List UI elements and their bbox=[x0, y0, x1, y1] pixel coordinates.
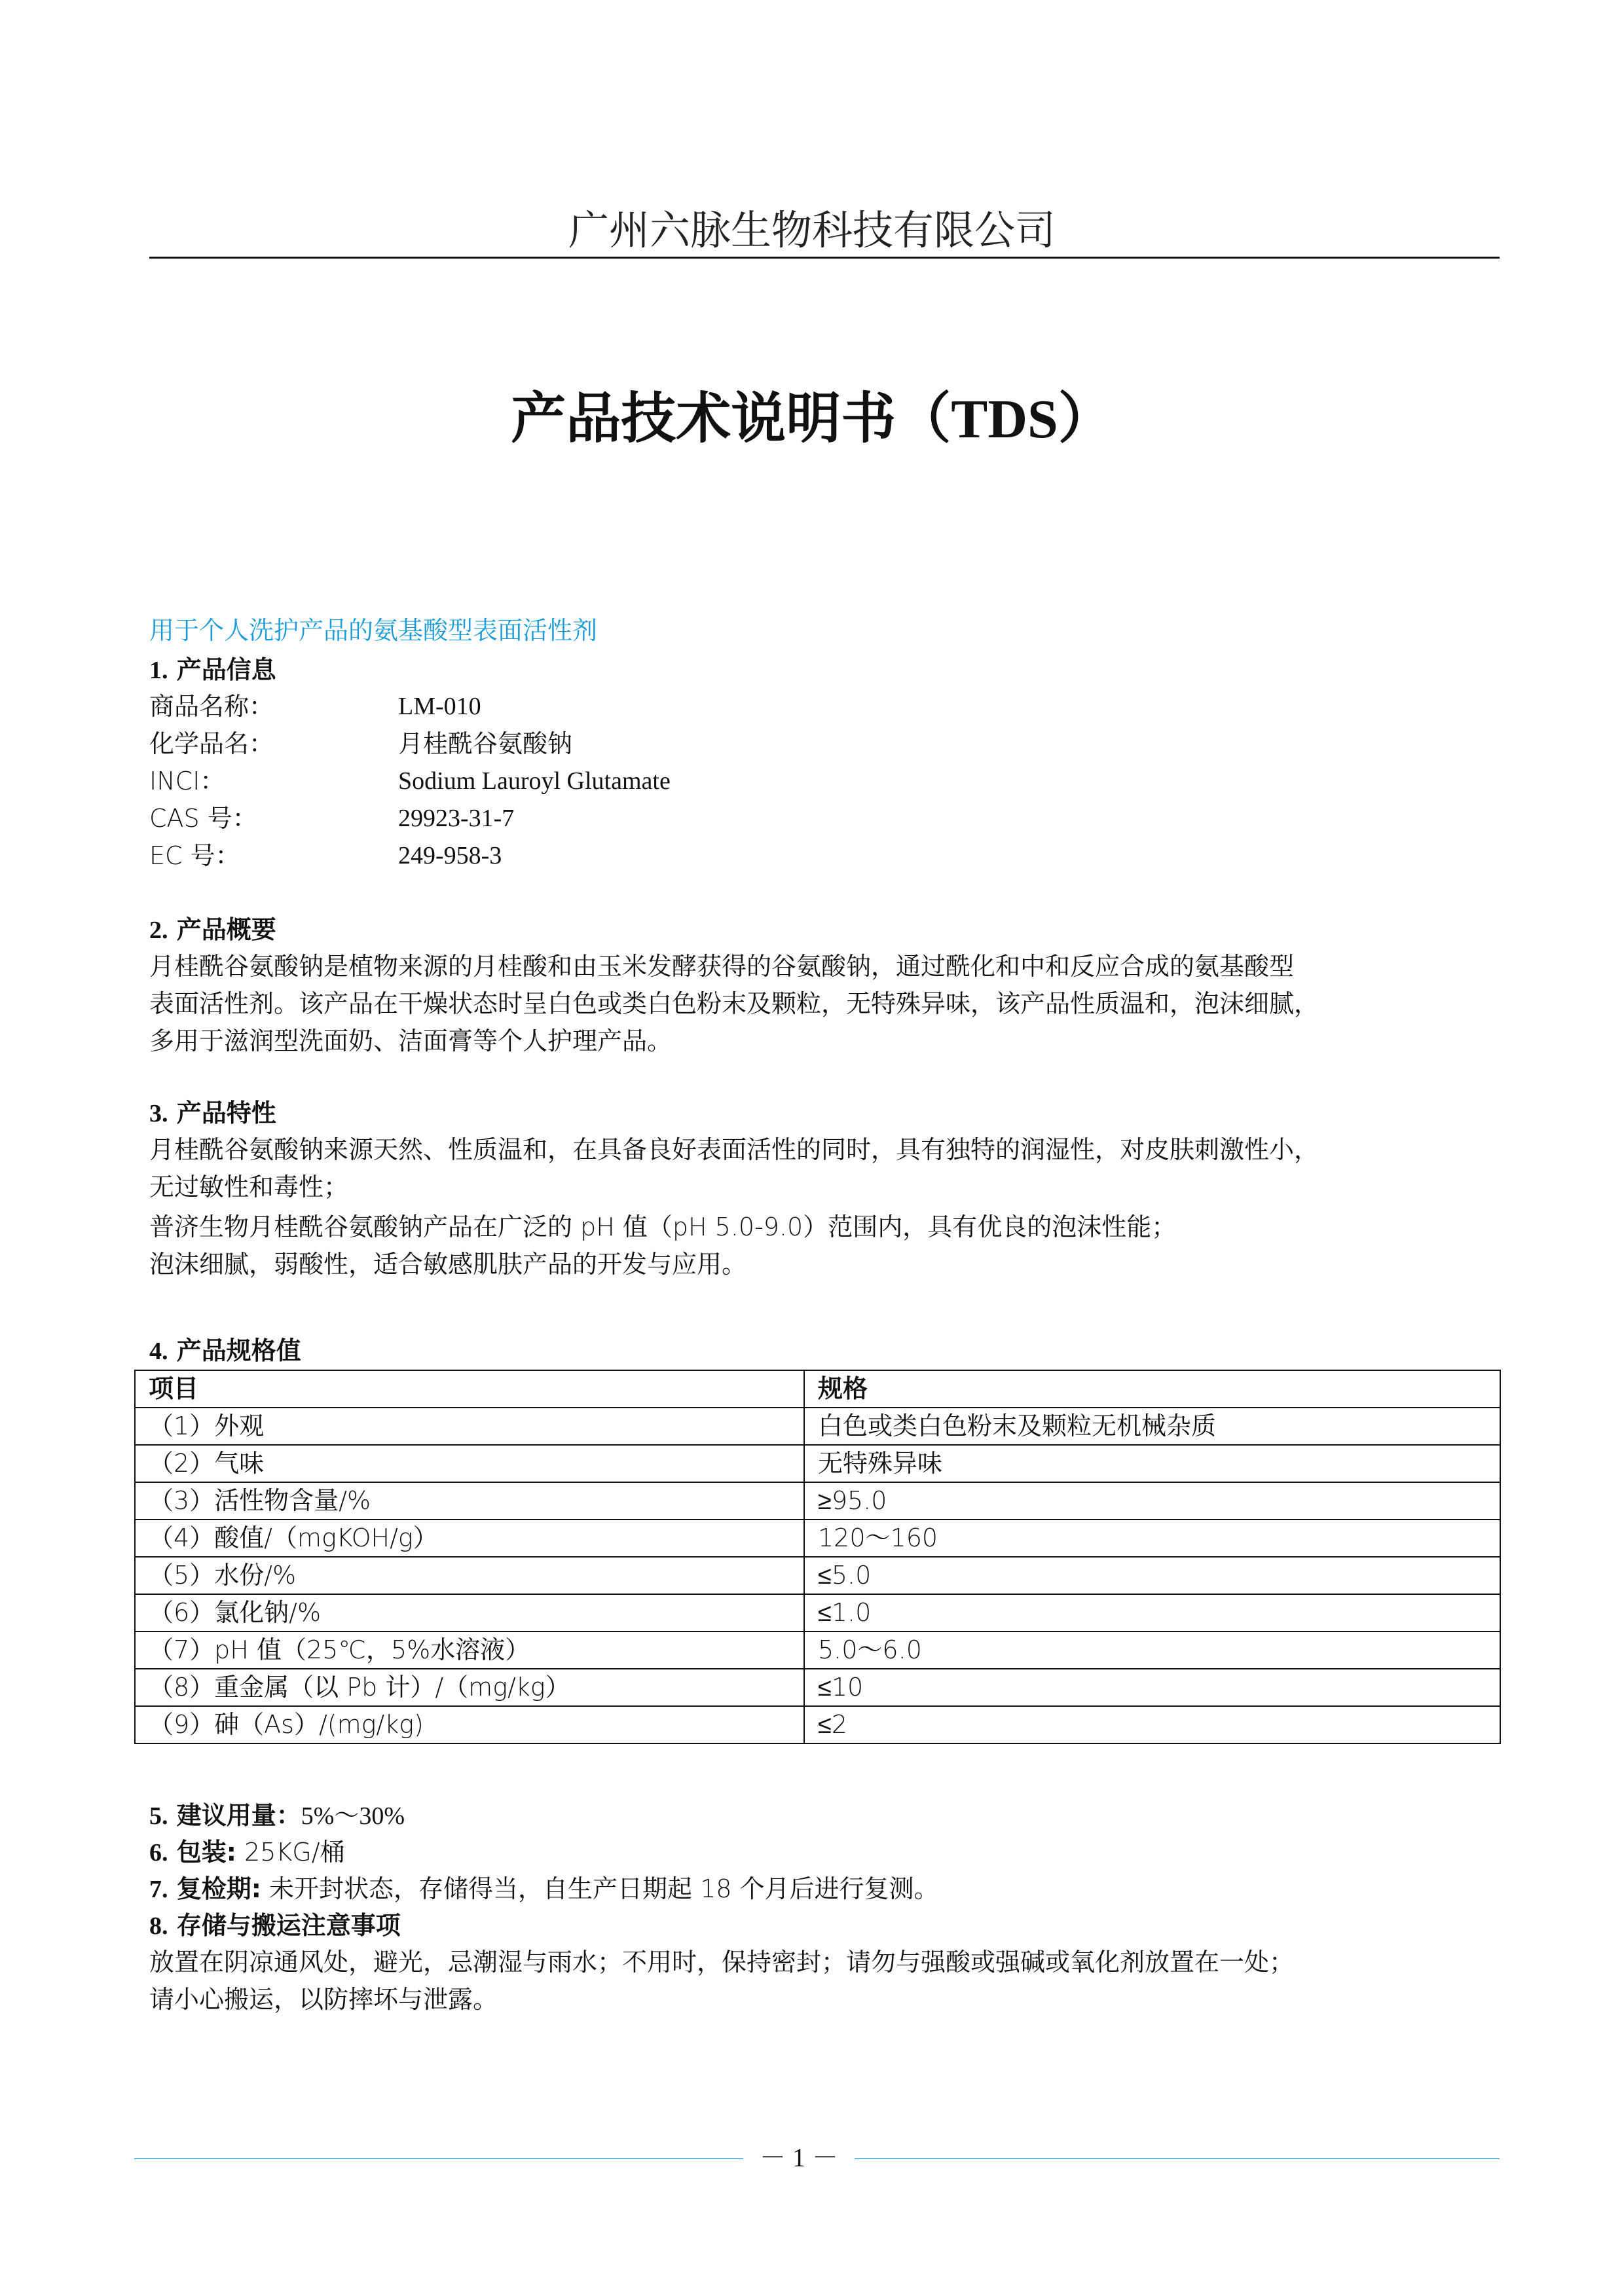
dosage-value: 5%～30% bbox=[301, 1802, 405, 1830]
title-tds: TDS bbox=[951, 389, 1058, 450]
table-header-row bbox=[135, 1370, 1500, 1408]
section-number: 4. bbox=[149, 1338, 168, 1365]
paragraph-line: 请小心搬运，以防摔坏与泄露。 bbox=[149, 1985, 498, 2014]
table-cell-item: （9）砷（As）/(mg/kg) bbox=[135, 1706, 804, 1743]
section-number: 1. bbox=[149, 657, 168, 684]
info-value: 249-958-3 bbox=[398, 842, 502, 869]
table-cell-item: （1）外观 bbox=[135, 1408, 804, 1445]
info-key: CAS 号： bbox=[149, 804, 257, 833]
info-row-trade-name bbox=[149, 688, 1500, 725]
info-value: Sodium Lauroyl Glutamate bbox=[398, 767, 671, 795]
section-number: 5. bbox=[149, 1802, 168, 1830]
table-cell-spec: ≤10 bbox=[804, 1669, 1500, 1706]
section-number: 2. bbox=[149, 917, 168, 944]
table-row bbox=[135, 1594, 1500, 1631]
section-heading bbox=[149, 1095, 1500, 1131]
info-row-cas bbox=[149, 800, 1500, 837]
paragraph-line: 普济生物月桂酰谷氨酸钠产品在广泛的 pH 值（pH 5.0-9.0）范围内，具有优良的泡沫性能； bbox=[149, 1212, 1177, 1241]
table-cell-spec: 120～160 bbox=[804, 1520, 1500, 1557]
table-cell-item: （3）活性物含量/% bbox=[135, 1482, 804, 1520]
header-rule bbox=[149, 257, 1500, 259]
table-cell-item: （8）重金属（以 Pb 计）/（mg/kg） bbox=[135, 1669, 804, 1706]
footer-rule-left bbox=[134, 2158, 743, 2159]
table-row bbox=[135, 1706, 1500, 1743]
footer-rule-right bbox=[855, 2158, 1500, 2159]
info-key: 商品名称： bbox=[149, 692, 274, 721]
section-dosage bbox=[149, 1797, 1500, 1834]
section-packaging bbox=[149, 1834, 1500, 1870]
page-number: － 1 － bbox=[760, 2143, 838, 2172]
section-heading bbox=[149, 651, 1500, 688]
section-title: 存储与搬运注意事项 bbox=[176, 1911, 401, 1940]
table-cell-spec: 无特殊异味 bbox=[804, 1445, 1500, 1482]
table-header-item: 项目 bbox=[135, 1370, 804, 1408]
table-row bbox=[135, 1482, 1500, 1520]
table-header-spec: 规格 bbox=[804, 1370, 1500, 1408]
paragraph-line: 多用于滋润型洗面奶、洁面膏等个人护理产品。 bbox=[149, 1027, 673, 1055]
table-cell-item: （6）氯化钠/% bbox=[135, 1594, 804, 1631]
table-row bbox=[135, 1445, 1500, 1482]
info-key: 化学品名： bbox=[149, 729, 274, 758]
table-cell-item: （2）气味 bbox=[135, 1445, 804, 1482]
table-row bbox=[135, 1520, 1500, 1557]
document-subtitle: 用于个人洗护产品的氨基酸型表面活性剂 bbox=[149, 616, 598, 645]
info-value: LM-010 bbox=[398, 693, 481, 720]
paragraph-line: 无过敏性和毒性； bbox=[149, 1173, 349, 1201]
section-title: 建议用量： bbox=[176, 1801, 301, 1830]
table-cell-spec: ≥95.0 bbox=[804, 1482, 1500, 1520]
table-row bbox=[135, 1408, 1500, 1445]
table-row bbox=[135, 1631, 1500, 1669]
section-product-info bbox=[149, 651, 1500, 875]
company-name: 广州六脉生物科技有限公司 bbox=[568, 206, 1056, 254]
section-product-overview bbox=[149, 911, 1500, 1060]
table-cell-spec: 5.0～6.0 bbox=[804, 1631, 1500, 1669]
title-close: ） bbox=[1058, 386, 1113, 450]
table-row bbox=[135, 1557, 1500, 1594]
info-key: EC 号： bbox=[149, 841, 240, 870]
paragraph-line: 放置在阴凉通风处，避光，忌潮湿与雨水；不用时，保持密封；请勿与强酸或强碱或氧化剂放置在一处； bbox=[149, 1948, 1295, 1977]
info-row-chemical-name bbox=[149, 725, 1500, 763]
paragraph-line: 表面活性剂。该产品在干燥状态时呈白色或类白色粉末及颗粒，无特殊异味，该产品性质温和，泡沫细腻， bbox=[149, 989, 1320, 1018]
info-row-inci bbox=[149, 763, 1500, 800]
retest-value: 未开封状态，存储得当，自生产日期起 18 个月后进行复测。 bbox=[261, 1874, 939, 1903]
section-number: 6. bbox=[149, 1839, 168, 1867]
section-heading bbox=[149, 1332, 1500, 1369]
section-storage-heading bbox=[149, 1907, 1500, 1944]
section-closing bbox=[149, 1797, 1500, 2018]
info-value: 29923-31-7 bbox=[398, 805, 515, 832]
paragraph-line: 月桂酰谷氨酸钠来源天然、性质温和，在具备良好表面活性的同时，具有独特的润湿性，对皮肤刺激性小， bbox=[149, 1135, 1320, 1164]
table-cell-spec: ≤1.0 bbox=[804, 1594, 1500, 1631]
section-specifications bbox=[149, 1332, 1500, 1369]
paragraph-line: 泡沫细腻，弱酸性，适合敏感肌肤产品的开发与应用。 bbox=[149, 1250, 747, 1279]
info-value: 月桂酰谷氨酸钠 bbox=[398, 729, 573, 758]
title-main: 产品技术说明书（ bbox=[511, 386, 951, 450]
section-retest bbox=[149, 1870, 1500, 1907]
table-row bbox=[135, 1669, 1500, 1706]
section-title: 产品概要 bbox=[176, 915, 276, 944]
paragraph-line: 月桂酰谷氨酸钠是植物来源的月桂酸和由玉米发酵获得的谷氨酸钠，通过酰化和中和反应合成的氨基酸型 bbox=[149, 952, 1295, 981]
table-cell-item: （5）水份/% bbox=[135, 1557, 804, 1594]
table-cell-item: （4）酸值/（mgKOH/g） bbox=[135, 1520, 804, 1557]
section-product-features bbox=[149, 1095, 1500, 1283]
table-cell-spec: 白色或类白色粉末及颗粒无机械杂质 bbox=[804, 1408, 1500, 1445]
section-title: 产品规格值 bbox=[176, 1336, 301, 1365]
section-heading bbox=[149, 911, 1500, 948]
section-number: 8. bbox=[149, 1912, 168, 1940]
document-title bbox=[0, 382, 1624, 456]
section-number: 3. bbox=[149, 1100, 168, 1127]
table-cell-spec: ≤5.0 bbox=[804, 1557, 1500, 1594]
section-number: 7. bbox=[149, 1876, 168, 1903]
packaging-value: 25KG/桶 bbox=[236, 1838, 345, 1867]
section-title: 复检期: bbox=[176, 1874, 261, 1903]
table-cell-spec: ≤2 bbox=[804, 1706, 1500, 1743]
spec-table bbox=[134, 1370, 1501, 1744]
section-title: 产品信息 bbox=[176, 655, 276, 684]
section-title: 包装: bbox=[176, 1838, 236, 1867]
table-cell-item: （7）pH 值（25℃，5%水溶液） bbox=[135, 1631, 804, 1669]
info-row-ec bbox=[149, 837, 1500, 875]
info-key: INCI： bbox=[149, 767, 225, 795]
section-title: 产品特性 bbox=[176, 1099, 276, 1127]
